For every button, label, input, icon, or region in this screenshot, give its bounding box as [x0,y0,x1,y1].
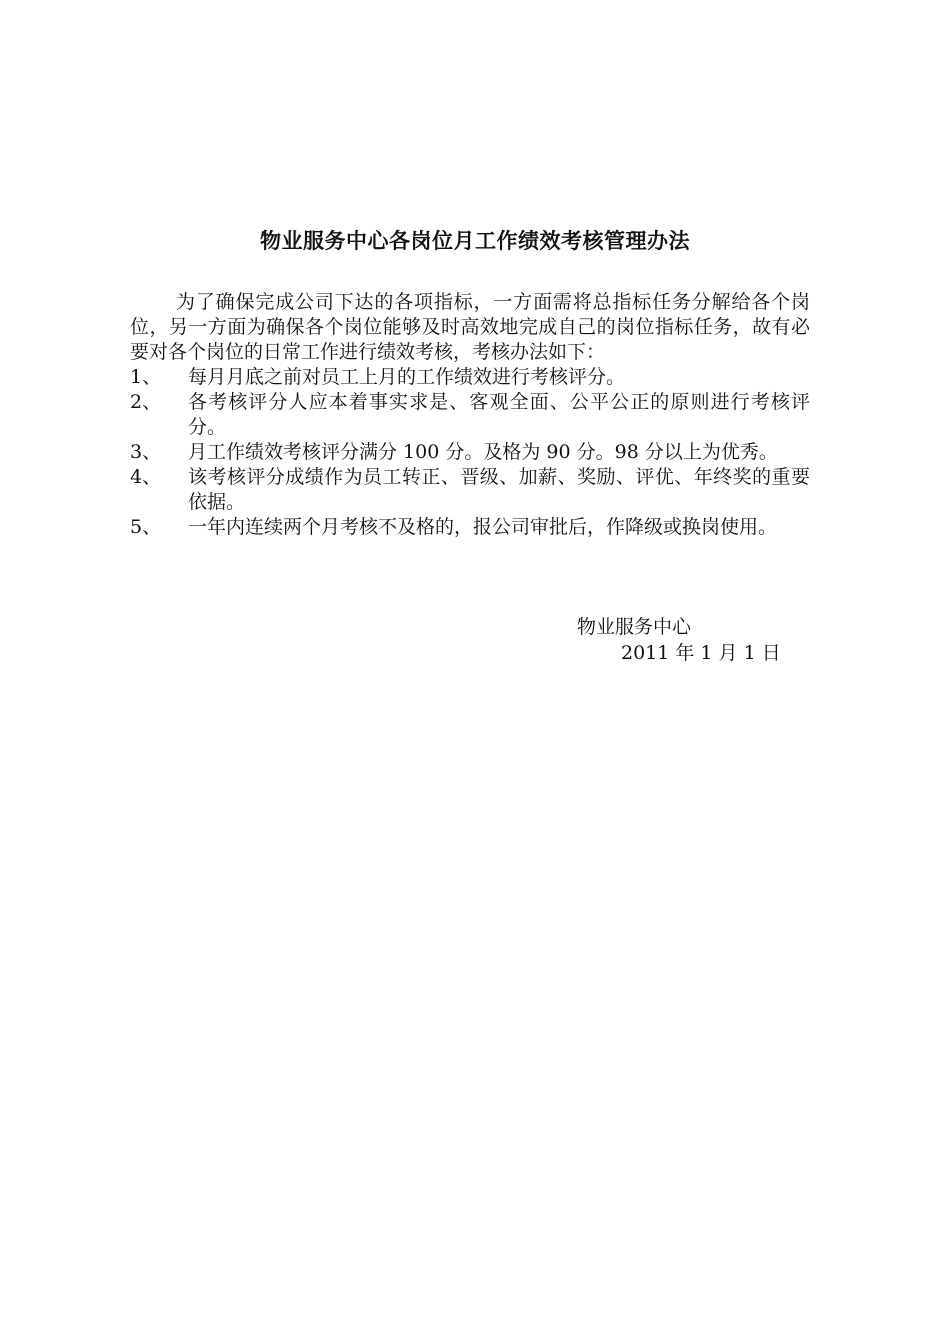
list-item-text: 一年内连续两个月考核不及格的，报公司审批后，作降级或换岗使用。 [188,516,778,538]
list-item-number: 1、 [130,366,162,388]
list-item [130,365,810,390]
signature-organization: 物业服务中心 [577,616,692,638]
signature-date: 2011 年 1 月 1 日 [621,642,781,664]
list-item [130,465,810,515]
list-item [130,390,810,440]
list-item [130,440,810,465]
document-title: 物业服务中心各岗位月工作绩效考核管理办法 [260,229,690,253]
list-item-text: 各考核评分人应本着事实求是、客观全面、公平公正的原则进行考核评分。 [188,391,810,438]
rules-list [130,365,810,540]
intro-paragraph: 为了确保完成公司下达的各项指标，一方面需将总指标任务分解给各个岗位，另一方面为确保各个岗位能够及时高效地完成自己的岗位指标任务，故有必要对各个岗位的日常工作进行绩效考核，考核办法如下： [130,291,810,363]
list-item-number: 3、 [130,441,162,463]
list-item-number: 5、 [130,516,162,538]
list-item-number: 2、 [130,391,162,413]
list-item-number: 4、 [130,466,162,488]
list-item-text: 月工作绩效考核评分满分 100 分。及格为 90 分。98 分以上为优秀。 [188,441,778,463]
document-body [130,290,810,540]
list-item-text: 该考核评分成绩作为员工转正、晋级、加薪、奖励、评优、年终奖的重要依据。 [188,466,810,513]
list-item-text: 每月月底之前对员工上月的工作绩效进行考核评分。 [188,366,626,388]
list-item [130,515,810,540]
